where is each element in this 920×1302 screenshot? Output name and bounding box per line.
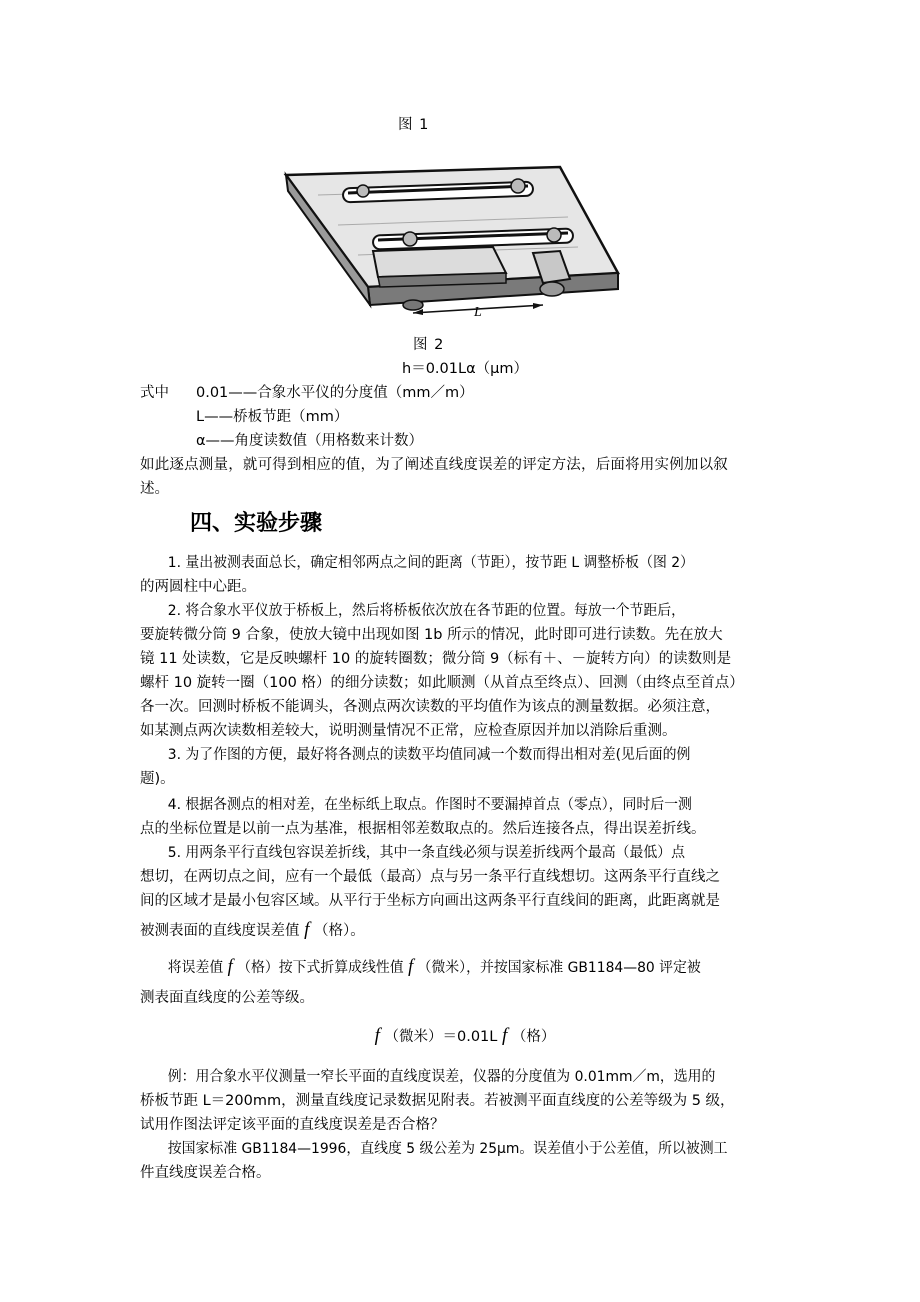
example-line-2: 桥板节距 L＝200mm，测量直线度记录数据见附表。若被测平面直线度的公差等级为 5 级， (140, 1093, 735, 1109)
convert-para-line-2: 测表面直线度的公差等级。 (140, 990, 314, 1006)
convert-text-2: （格）按下式折算成线性值 (237, 960, 404, 976)
step3-line-1: 3. 为了作图的方便，最好将各测点的读数平均值同减一个数而得出相对差(见后面的例 (167, 747, 691, 763)
formula-f-middle: （微米）＝0.01L (384, 1029, 498, 1045)
intro-para-line-1: 如此逐点测量，就可得到相应的值，为了阐述直线度误差的评定方法，后面将用实例加以叙 (140, 457, 728, 473)
step4-line-1: 4. 根据各测点的相对差，在坐标纸上取点。作图时不要漏掉首点（零点），同时后一测 (167, 797, 692, 813)
conclusion-line-2: 件直线度误差合格。 (140, 1165, 271, 1181)
legend-prefix: 式中 (140, 385, 169, 401)
convert-text-1: 将误差值 (167, 960, 224, 976)
error-symbol: f (408, 956, 414, 977)
error-symbol: f (227, 956, 233, 977)
figure2-caption: 图 2 (413, 337, 445, 353)
formula-f-end: （格） (511, 1029, 556, 1045)
step3-line-2: 题)。 (140, 771, 175, 787)
step5-text-after: （格）。 (314, 923, 365, 939)
error-symbol: f (501, 1025, 508, 1046)
section-heading: 四、实验步骤 (190, 510, 323, 536)
intro-para-line-2: 述。 (140, 481, 169, 497)
figure1-caption: 图 1 (398, 117, 430, 133)
step1-line-1: 1. 量出被测表面总长，确定相邻两点之间的距离（节距），按节距 L 调整桥板（图 2） (167, 555, 694, 571)
step2-line-1: 2. 将合象水平仪放于桥板上，然后将桥板依次放在各节距的位置。每放一个节距后， (167, 603, 685, 619)
figure-dimension-label: L (474, 305, 482, 320)
step4-line-2: 点的坐标位置是以前一点为基准，根据相邻差数取点的。然后连接各点，得出误差折线。 (140, 821, 706, 837)
convert-text-3: （微米），并按国家标准 GB1184—80 评定被 (417, 960, 701, 976)
step2-line-2: 要旋转微分筒 9 合象，使放大镜中出现如图 1b 所示的情况，此时即可进行读数。先在放大 (140, 627, 723, 643)
step2-line-3: 镜 11 处读数，它是反映螺杆 10 的旋转圈数；微分筒 9（标有＋、－旋转方向）的读数则是 (140, 651, 732, 667)
legend-line-2: L——桥板节距（mm） (196, 409, 349, 425)
example-line-1: 例：用合象水平仪测量一窄长平面的直线度误差，仪器的分度值为 0.01mm／m，选用的 (167, 1069, 716, 1085)
step1-line-2: 的两圆柱中心距。 (140, 579, 256, 595)
error-symbol: f (304, 919, 310, 940)
step5-line-1: 5. 用两条平行直线包容误差折线，其中一条直线必须与误差折线两个最高（最低）点 (167, 845, 685, 861)
conclusion-line-1: 按国家标准 GB1184—1996，直线度 5 级公差为 25μm。误差值小于公差值，所以被测工 (167, 1141, 728, 1157)
legend-line-3: α——角度读数值（用格数来计数） (196, 433, 424, 449)
convert-para-line-1 (140, 955, 790, 980)
step5-line-3: 间的区域才是最小包容区域。从平行于坐标方向画出这两条平行直线间的距离，此距离就是 (140, 893, 720, 909)
step5-line-4 (140, 918, 790, 943)
step2-line-6: 如某测点两次读数相差较大，说明测量情况不正常，应检查原因并加以消除后重测。 (140, 723, 677, 739)
error-symbol: f (374, 1025, 380, 1046)
step2-line-5: 各一次。回测时桥板不能调头，各测点两次读数的平均值作为该点的测量数据。必须注意， (140, 699, 720, 715)
step2-line-4: 螺杆 10 旋转一圈（100 格）的细分读数；如此顺测（从首点至终点）、回测（由终点至首点） (140, 675, 744, 691)
example-line-3: 试用作图法评定该平面的直线度误差是否合格？ (140, 1117, 445, 1133)
legend-line-1: 0.01——合象水平仪的分度值（mm／m） (196, 385, 474, 401)
bridge-plate-illustration (278, 155, 623, 330)
step5-text-before: 被测表面的直线度误差值 (140, 923, 300, 939)
step5-line-2: 想切，在两切点之间，应有一个最低（最高）点与另一条平行直线想切。这两条平行直线之 (140, 869, 720, 885)
formula-f (140, 1024, 790, 1049)
formula-h: h＝0.01Lα（μm） (402, 361, 528, 377)
